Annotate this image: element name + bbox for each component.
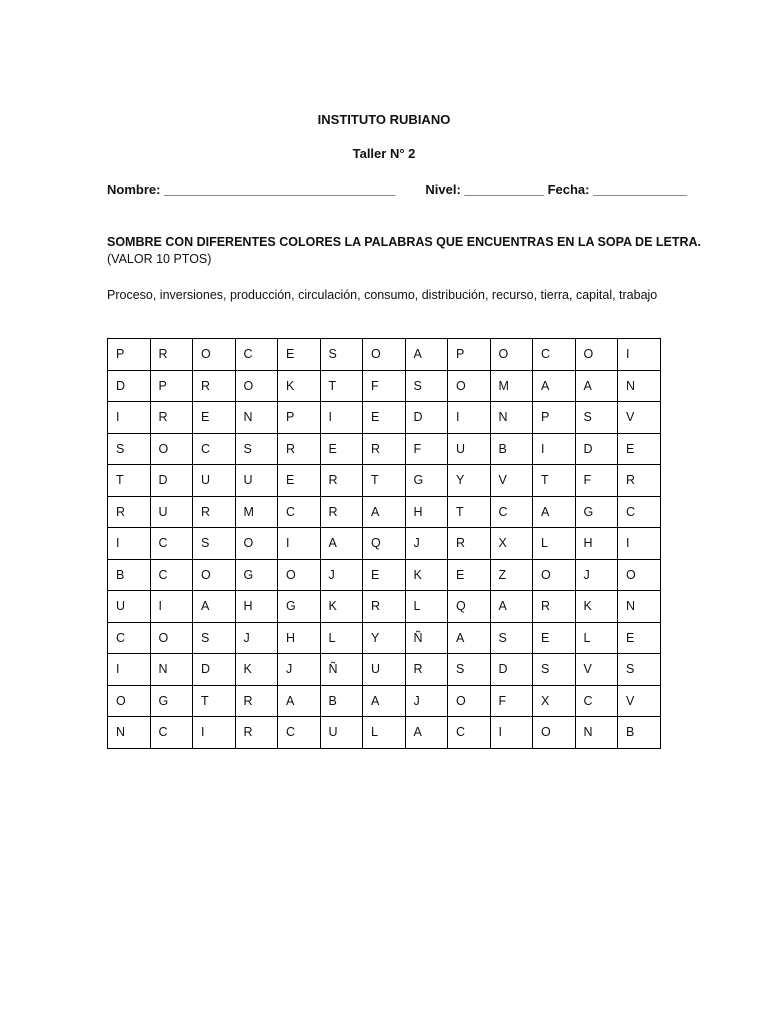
grid-cell: U bbox=[320, 717, 363, 749]
word-list: Proceso, inversiones, producción, circulación, consumo, distribución, recurso, tierra, capital, trabajo bbox=[107, 288, 658, 302]
grid-cell: O bbox=[235, 370, 278, 402]
grid-cell: C bbox=[150, 559, 193, 591]
grid-cell: N bbox=[235, 402, 278, 434]
grid-cell: I bbox=[533, 433, 576, 465]
grid-cell: O bbox=[193, 559, 236, 591]
grid-cell: E bbox=[320, 433, 363, 465]
grid-cell: D bbox=[193, 654, 236, 686]
grid-cell: Q bbox=[448, 591, 491, 623]
grid-cell: R bbox=[320, 496, 363, 528]
grid-cell: P bbox=[278, 402, 321, 434]
grid-cell: T bbox=[363, 465, 406, 497]
grid-cell: R bbox=[363, 433, 406, 465]
grid-cell: T bbox=[193, 685, 236, 717]
grid-cell: S bbox=[193, 528, 236, 560]
grid-cell: G bbox=[235, 559, 278, 591]
grid-cell: E bbox=[278, 339, 321, 371]
grid-cell: L bbox=[363, 717, 406, 749]
grid-cell: O bbox=[448, 685, 491, 717]
grid-cell: S bbox=[575, 402, 618, 434]
grid-cell: I bbox=[193, 717, 236, 749]
grid-cell: R bbox=[533, 591, 576, 623]
document-subtitle: Taller N° 2 bbox=[352, 146, 416, 161]
grid-cell: C bbox=[533, 339, 576, 371]
grid-cell: U bbox=[193, 465, 236, 497]
grid-cell: R bbox=[278, 433, 321, 465]
fecha-field: Fecha: _____________ bbox=[547, 182, 688, 197]
grid-cell: J bbox=[575, 559, 618, 591]
grid-cell: O bbox=[363, 339, 406, 371]
grid-cell: D bbox=[405, 402, 448, 434]
grid-cell: K bbox=[235, 654, 278, 686]
grid-cell: C bbox=[278, 496, 321, 528]
grid-row bbox=[108, 465, 661, 497]
nombre-field: Nombre: ________________________________ bbox=[107, 182, 396, 197]
grid-cell: A bbox=[363, 685, 406, 717]
grid-cell: Ñ bbox=[405, 622, 448, 654]
grid-row bbox=[108, 433, 661, 465]
grid-row bbox=[108, 528, 661, 560]
grid-cell: I bbox=[108, 402, 151, 434]
grid-cell: R bbox=[405, 654, 448, 686]
grid-cell: O bbox=[490, 339, 533, 371]
grid-cell: V bbox=[490, 465, 533, 497]
grid-cell: T bbox=[533, 465, 576, 497]
grid-cell: J bbox=[405, 528, 448, 560]
grid-cell: O bbox=[108, 685, 151, 717]
grid-cell: R bbox=[193, 496, 236, 528]
grid-cell: A bbox=[320, 528, 363, 560]
grid-cell: I bbox=[490, 717, 533, 749]
grid-cell: R bbox=[108, 496, 151, 528]
grid-cell: C bbox=[618, 496, 661, 528]
grid-cell: H bbox=[235, 591, 278, 623]
grid-cell: R bbox=[235, 717, 278, 749]
grid-cell: A bbox=[448, 622, 491, 654]
grid-cell: P bbox=[533, 402, 576, 434]
grid-cell: D bbox=[108, 370, 151, 402]
grid-row bbox=[108, 591, 661, 623]
grid-cell: G bbox=[575, 496, 618, 528]
grid-cell: M bbox=[235, 496, 278, 528]
grid-cell: U bbox=[108, 591, 151, 623]
grid-cell: I bbox=[618, 339, 661, 371]
grid-cell: H bbox=[278, 622, 321, 654]
word-search-grid bbox=[107, 338, 661, 749]
grid-cell: I bbox=[320, 402, 363, 434]
grid-cell: S bbox=[533, 654, 576, 686]
grid-cell: B bbox=[108, 559, 151, 591]
grid-cell: A bbox=[533, 370, 576, 402]
grid-cell: E bbox=[278, 465, 321, 497]
grid-cell: K bbox=[278, 370, 321, 402]
grid-cell: C bbox=[150, 717, 193, 749]
grid-cell: V bbox=[575, 654, 618, 686]
grid-cell: P bbox=[448, 339, 491, 371]
grid-cell: C bbox=[235, 339, 278, 371]
grid-cell: L bbox=[533, 528, 576, 560]
grid-cell: S bbox=[235, 433, 278, 465]
grid-cell: H bbox=[575, 528, 618, 560]
grid-cell: Y bbox=[363, 622, 406, 654]
grid-cell: R bbox=[235, 685, 278, 717]
document-title: INSTITUTO RUBIANO bbox=[317, 112, 451, 127]
grid-cell: E bbox=[533, 622, 576, 654]
grid-cell: N bbox=[575, 717, 618, 749]
grid-cell: A bbox=[405, 339, 448, 371]
grid-cell: O bbox=[618, 559, 661, 591]
grid-cell: O bbox=[575, 339, 618, 371]
grid-cell: C bbox=[575, 685, 618, 717]
grid-cell: C bbox=[278, 717, 321, 749]
grid-cell: K bbox=[405, 559, 448, 591]
grid-cell: X bbox=[490, 528, 533, 560]
grid-cell: O bbox=[150, 622, 193, 654]
grid-cell: A bbox=[278, 685, 321, 717]
grid-cell: G bbox=[150, 685, 193, 717]
grid-cell: I bbox=[150, 591, 193, 623]
grid-cell: H bbox=[405, 496, 448, 528]
grid-cell: I bbox=[448, 402, 491, 434]
grid-cell: A bbox=[533, 496, 576, 528]
grid-cell: C bbox=[448, 717, 491, 749]
grid-row bbox=[108, 654, 661, 686]
grid-row bbox=[108, 370, 661, 402]
grid-cell: N bbox=[618, 370, 661, 402]
grid-cell: D bbox=[150, 465, 193, 497]
grid-cell: R bbox=[320, 465, 363, 497]
grid-cell: J bbox=[405, 685, 448, 717]
grid-cell: B bbox=[320, 685, 363, 717]
grid-row bbox=[108, 622, 661, 654]
grid-cell: R bbox=[618, 465, 661, 497]
grid-cell: D bbox=[490, 654, 533, 686]
grid-cell: R bbox=[193, 370, 236, 402]
grid-cell: S bbox=[490, 622, 533, 654]
grid-cell: S bbox=[405, 370, 448, 402]
grid-cell: F bbox=[575, 465, 618, 497]
grid-cell: N bbox=[618, 591, 661, 623]
grid-cell: C bbox=[490, 496, 533, 528]
grid-cell: M bbox=[490, 370, 533, 402]
grid-cell: E bbox=[448, 559, 491, 591]
grid-cell: I bbox=[108, 654, 151, 686]
grid-cell: J bbox=[320, 559, 363, 591]
grid-cell: S bbox=[320, 339, 363, 371]
grid-cell: J bbox=[235, 622, 278, 654]
grid-cell: F bbox=[490, 685, 533, 717]
grid-cell: U bbox=[150, 496, 193, 528]
grid-cell: X bbox=[533, 685, 576, 717]
grid-cell: C bbox=[108, 622, 151, 654]
grid-cell: E bbox=[618, 433, 661, 465]
grid-cell: G bbox=[278, 591, 321, 623]
grid-cell: I bbox=[278, 528, 321, 560]
grid-row bbox=[108, 402, 661, 434]
grid-cell: P bbox=[150, 370, 193, 402]
grid-cell: U bbox=[235, 465, 278, 497]
grid-cell: C bbox=[193, 433, 236, 465]
grid-cell: P bbox=[108, 339, 151, 371]
grid-cell: I bbox=[618, 528, 661, 560]
instruction-text: SOMBRE CON DIFERENTES COLORES LA PALABRAS QUE ENCUENTRAS EN LA SOPA DE LETRA. bbox=[107, 235, 702, 249]
grid-cell: D bbox=[575, 433, 618, 465]
grid-cell: V bbox=[618, 402, 661, 434]
grid-row bbox=[108, 685, 661, 717]
grid-cell: K bbox=[320, 591, 363, 623]
grid-cell: J bbox=[278, 654, 321, 686]
grid-cell: E bbox=[363, 402, 406, 434]
grid-cell: O bbox=[278, 559, 321, 591]
grid-cell: O bbox=[533, 559, 576, 591]
grid-cell: E bbox=[618, 622, 661, 654]
grid-cell: E bbox=[363, 559, 406, 591]
grid-row bbox=[108, 496, 661, 528]
grid-cell: A bbox=[363, 496, 406, 528]
grid-cell: N bbox=[490, 402, 533, 434]
grid-cell: T bbox=[108, 465, 151, 497]
grid-row bbox=[108, 717, 661, 749]
grid-cell: R bbox=[150, 339, 193, 371]
grid-cell: Q bbox=[363, 528, 406, 560]
grid-cell: R bbox=[363, 591, 406, 623]
grid-cell: V bbox=[618, 685, 661, 717]
grid-cell: U bbox=[448, 433, 491, 465]
grid-cell: Ñ bbox=[320, 654, 363, 686]
grid-cell: O bbox=[533, 717, 576, 749]
grid-cell: A bbox=[193, 591, 236, 623]
grid-cell: S bbox=[193, 622, 236, 654]
grid-cell: S bbox=[448, 654, 491, 686]
grid-cell: L bbox=[320, 622, 363, 654]
grid-cell: I bbox=[108, 528, 151, 560]
grid-cell: Z bbox=[490, 559, 533, 591]
grid-cell: T bbox=[320, 370, 363, 402]
grid-row bbox=[108, 339, 661, 371]
grid-cell: L bbox=[405, 591, 448, 623]
nivel-field: Nivel: ___________ bbox=[425, 182, 544, 197]
grid-cell: O bbox=[235, 528, 278, 560]
student-fields bbox=[107, 182, 687, 197]
grid-cell: Y bbox=[448, 465, 491, 497]
grid-row bbox=[108, 559, 661, 591]
grid-cell: F bbox=[363, 370, 406, 402]
grid-cell: B bbox=[618, 717, 661, 749]
grid-cell: R bbox=[150, 402, 193, 434]
grid-cell: E bbox=[193, 402, 236, 434]
grid-cell: R bbox=[448, 528, 491, 560]
grid-cell: L bbox=[575, 622, 618, 654]
grid-cell: S bbox=[108, 433, 151, 465]
grid-cell: N bbox=[108, 717, 151, 749]
grid-cell: B bbox=[490, 433, 533, 465]
grid-cell: F bbox=[405, 433, 448, 465]
value-text: (VALOR 10 PTOS) bbox=[107, 252, 212, 266]
grid-cell: K bbox=[575, 591, 618, 623]
grid-cell: O bbox=[150, 433, 193, 465]
grid-cell: U bbox=[363, 654, 406, 686]
grid-cell: G bbox=[405, 465, 448, 497]
grid-cell: C bbox=[150, 528, 193, 560]
grid-cell: T bbox=[448, 496, 491, 528]
grid-cell: S bbox=[618, 654, 661, 686]
grid-cell: O bbox=[448, 370, 491, 402]
grid-cell: A bbox=[575, 370, 618, 402]
grid-cell: A bbox=[405, 717, 448, 749]
grid-cell: A bbox=[490, 591, 533, 623]
grid-cell: N bbox=[150, 654, 193, 686]
grid-cell: O bbox=[193, 339, 236, 371]
